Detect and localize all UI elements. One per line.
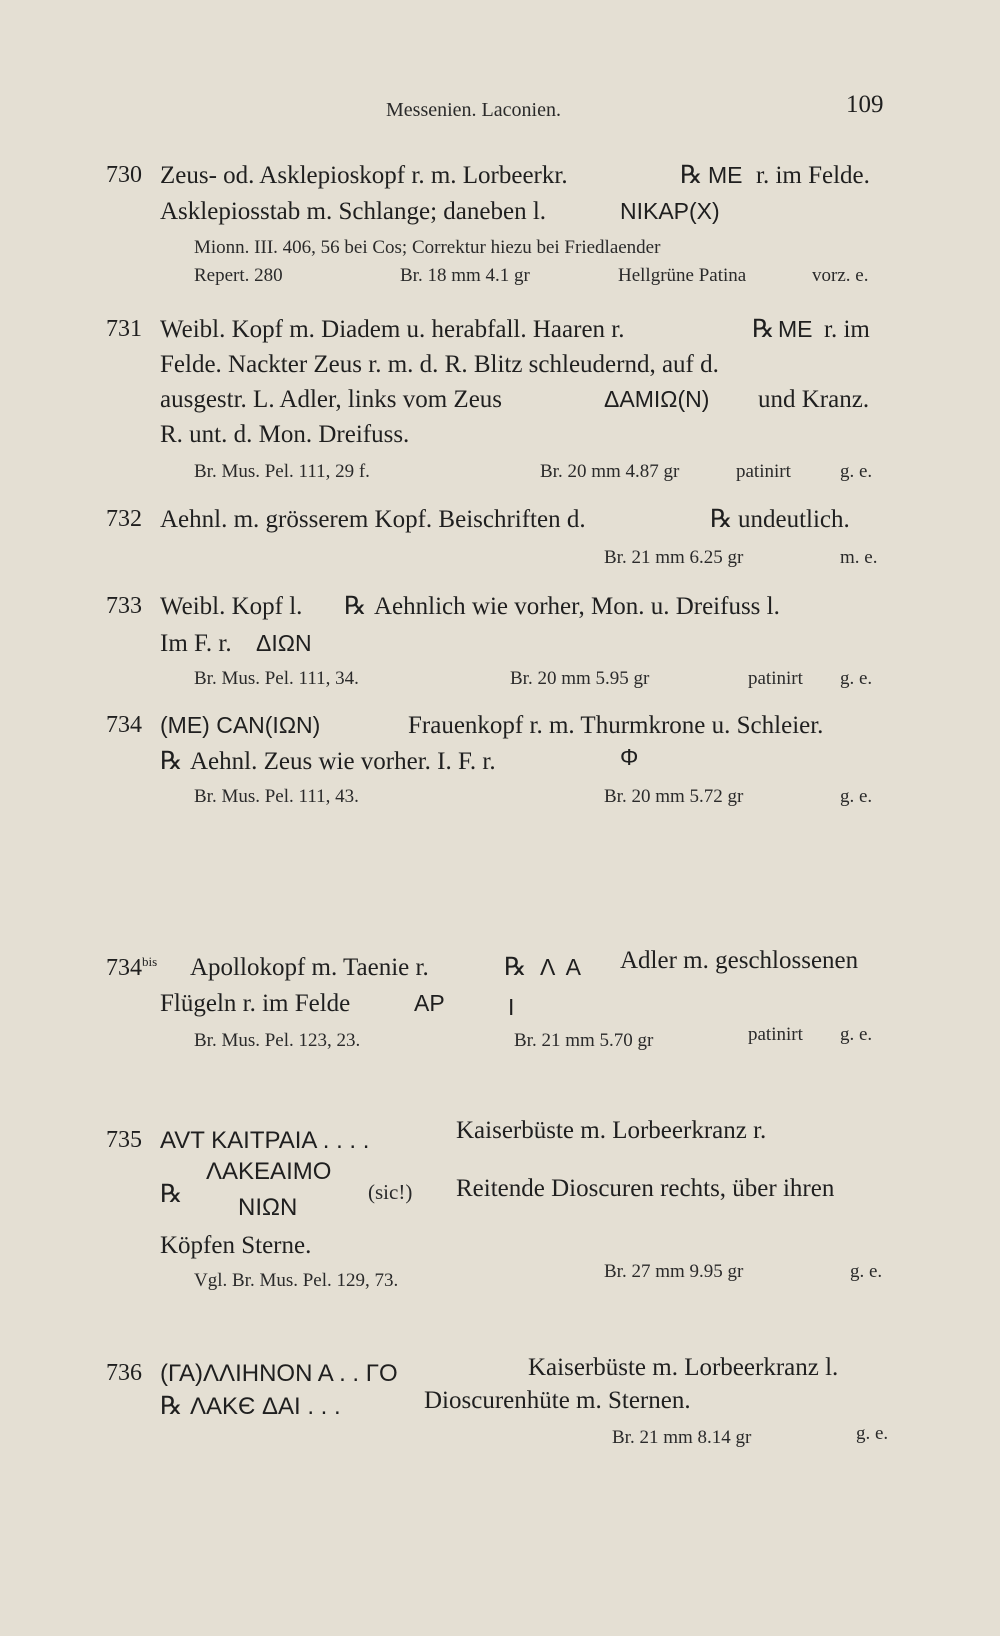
greek-legend: Φ (620, 744, 639, 770)
entry-text: Felde. Nackter Zeus r. m. d. R. Blitz schleudernd, auf d. (160, 351, 719, 378)
condition: vorz. e. (812, 265, 869, 286)
entry-text: und Kranz. (758, 386, 870, 413)
entry-text: Asklepiosstab m. Schlange; daneben l. (160, 198, 547, 225)
coin-metrics: Br. 20 mm 5.72 gr (604, 786, 744, 807)
entry-number: $734^{bis}$ (106, 954, 158, 981)
condition: g. e. (840, 461, 873, 482)
greek-legend: (ΜΕ) CAN(ΙΩΝ) (160, 712, 321, 738)
entry-number: 731 (106, 316, 142, 342)
coin-metrics: Br. 18 mm 4.1 gr (400, 265, 530, 286)
entry-number-suffix: bis (142, 954, 158, 969)
entry-text: Zeus- od. Asklepioskopf r. m. Lorbeerkr. (160, 162, 568, 189)
entry-number: 733 (106, 593, 142, 619)
reference: Br. Mus. Pel. 111, 29 f. (194, 461, 370, 482)
entry-text: Aehnlich wie vorher, Mon. u. Dreifuss l. (374, 593, 780, 620)
entry-text: Reitende Dioscuren rechts, über ihren (456, 1175, 835, 1202)
reverse-symbol: ℞ (160, 1393, 183, 1420)
patina: patinirt (748, 1024, 803, 1045)
condition: g. e. (840, 786, 873, 807)
reverse-symbol: ℞ (710, 506, 733, 533)
reverse-symbol: ℞ (160, 748, 183, 775)
reverse-symbol: ℞ (504, 954, 527, 981)
reverse-symbol: ℞ (344, 593, 367, 620)
condition: g. e. (856, 1423, 889, 1444)
reference: Mionn. III. 406, 56 bei Cos; Correktur hiezu bei Friedlaender (194, 237, 661, 258)
greek-legend: Λ Α (540, 954, 581, 980)
entry-number: 735 (106, 1127, 142, 1153)
entry-text: Kaiserbüste m. Lorbeerkranz l. (528, 1354, 839, 1381)
condition: g. e. (840, 668, 873, 689)
greek-legend: ΑΡ (414, 990, 445, 1016)
annotation: (sic!) (368, 1180, 413, 1204)
reference: Br. Mus. Pel. 111, 34. (194, 668, 359, 689)
patina: patinirt (748, 668, 803, 689)
coin-metrics: Br. 20 mm 4.87 gr (540, 461, 680, 482)
entry-text: R. unt. d. Mon. Dreifuss. (160, 421, 410, 448)
greek-legend: ME (708, 162, 743, 188)
page-number: 109 (846, 91, 884, 118)
greek-legend: AVT KAITPAIA . . . . (160, 1127, 370, 1154)
entry-text: Köpfen Sterne. (160, 1232, 312, 1259)
entry-text: Frauenkopf r. m. Thurmkrone u. Schleier. (408, 712, 824, 739)
entry-text: Im F. r. (160, 630, 232, 657)
reference: Vgl. Br. Mus. Pel. 129, 73. (194, 1270, 399, 1291)
entry-text: Dioscurenhüte m. Sternen. (424, 1387, 691, 1414)
entry-number: 736 (106, 1360, 142, 1386)
patina: Hellgrüne Patina (618, 265, 747, 286)
entry-text: Apollokopf m. Taenie r. (190, 954, 429, 981)
greek-legend: NIKAP(X) (620, 198, 720, 224)
greek-legend: ΔΑΜΙΩ(Ν) (604, 386, 710, 412)
reverse-symbol: ℞ (752, 316, 775, 343)
patina: patinirt (736, 461, 791, 482)
running-header: Messenien. Laconien. (386, 99, 561, 121)
entry-text: r. im (824, 316, 870, 343)
greek-legend: ΝΙΩΝ (238, 1194, 298, 1221)
reference: Br. Mus. Pel. 123, 23. (194, 1030, 361, 1051)
greek-legend: (ΓΑ)ΛΛΙΗΝΟΝ Α . . ΓΟ (160, 1360, 398, 1387)
entry-text: Flügeln r. im Felde (160, 990, 351, 1017)
reverse-symbol: ℞ (680, 162, 703, 189)
reference: Repert. 280 (194, 265, 283, 286)
entry-text: Aehnl. Zeus wie vorher. I. F. r. (190, 748, 496, 775)
greek-legend: ME (778, 316, 813, 342)
condition: g. e. (840, 1024, 873, 1045)
entry-text: Weibl. Kopf m. Diadem u. herabfall. Haaren r. (160, 316, 625, 343)
entry-number: 730 (106, 162, 142, 188)
coin-metrics: Br. 21 mm 8.14 gr (612, 1427, 752, 1448)
coin-metrics: Br. 27 mm 9.95 gr (604, 1261, 744, 1282)
condition: m. e. (840, 547, 878, 568)
coin-metrics: Br. 21 mm 6.25 gr (604, 547, 744, 568)
greek-legend: Ι (508, 994, 515, 1020)
condition: g. e. (850, 1261, 883, 1282)
entry-text: Aehnl. m. grösserem Kopf. Beischriften d. (160, 506, 586, 533)
entry-text: ausgestr. L. Adler, links vom Zeus (160, 386, 503, 413)
coin-metrics: Br. 20 mm 5.95 gr (510, 668, 650, 689)
reference: Br. Mus. Pel. 111, 43. (194, 786, 359, 807)
entry-number: 734 (106, 712, 142, 738)
entry-text: Kaiserbüste m. Lorbeerkranz r. (456, 1117, 767, 1144)
entry-text: undeutlich. (738, 506, 850, 533)
entry-text: Weibl. Kopf l. (160, 593, 303, 620)
coin-metrics: Br. 21 mm 5.70 gr (514, 1030, 654, 1051)
reverse-symbol: ℞ (160, 1181, 183, 1208)
entry-number: 732 (106, 506, 142, 532)
entry-text: r. im Felde. (756, 162, 870, 189)
greek-legend: ΛΑΚΕΑΙΜΟ (206, 1158, 332, 1185)
greek-legend: ΛΑΚЄ ΔΑΙ . . . (190, 1393, 341, 1420)
greek-legend: ΔΙΩΝ (256, 630, 312, 656)
entry-text: Adler m. geschlossenen (620, 947, 859, 974)
